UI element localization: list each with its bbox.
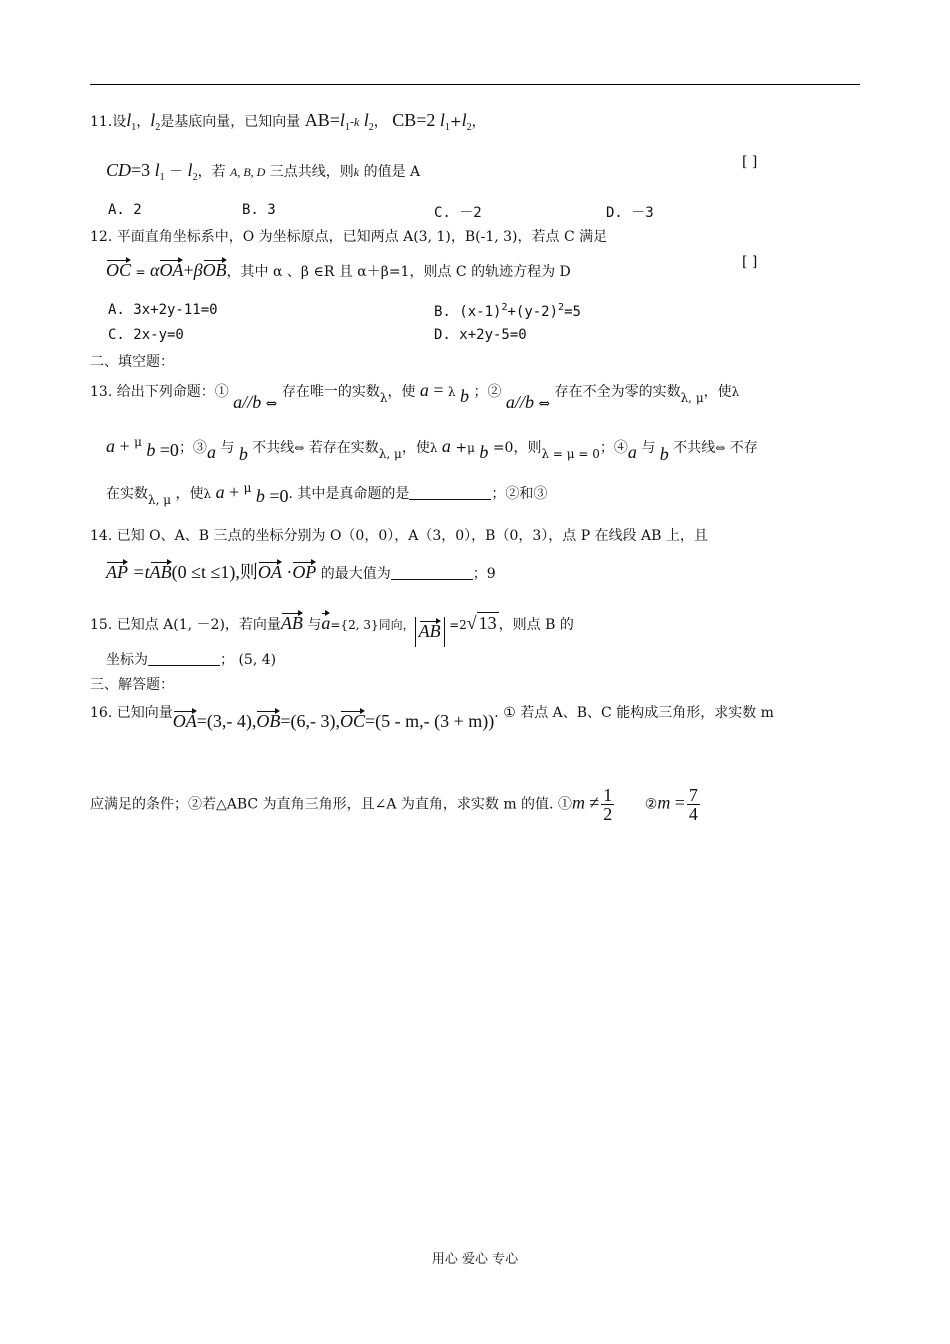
equals: =: [433, 380, 444, 400]
vec-ob: OB: [203, 256, 227, 280]
a-symbol: a: [627, 442, 637, 462]
equals-zero: =0: [159, 440, 179, 460]
q15-answer-blank[interactable]: [148, 651, 220, 666]
q12-condition-text: ，其中 α 、β ∈R 且 α＋β=1，则点 C 的轨迹方程为 D: [226, 264, 571, 280]
q12-option-b: [434, 302, 581, 320]
vec-a: a: [321, 609, 330, 633]
q12-option-b-part3: =5: [564, 304, 581, 320]
q16-line-2: [90, 786, 865, 823]
vec-ob: OB: [256, 707, 280, 731]
lambda-mu-symbols: λ, μ: [378, 447, 402, 461]
l2-symbol: l: [150, 110, 156, 130]
q16-text: . ① 若点 A、B、C 能构成三角形，求实数 m: [494, 705, 774, 721]
minus: －: [169, 164, 184, 180]
mu-symbol: μ: [467, 441, 475, 455]
q15-text: 15. 已知点 A(1, －2)，若向量: [90, 617, 281, 633]
q14-answer-blank[interactable]: [391, 565, 473, 580]
fraction-one-half: [601, 786, 614, 823]
q14-line-2: [106, 558, 865, 584]
vec-oc: OC: [106, 256, 131, 280]
not-equal: ≠: [589, 792, 600, 813]
ob-value: =(6,- 3),: [280, 711, 340, 731]
vec-op: OP: [292, 558, 316, 582]
header-rule: [90, 84, 860, 85]
a-symbol: a: [233, 392, 243, 412]
iff-symbol: ⇔: [265, 396, 278, 412]
equals-two: =2: [416, 110, 436, 130]
l2-symbol: l: [461, 110, 467, 130]
l1-subscript: 1: [131, 122, 137, 133]
q13-text: 不存: [729, 440, 758, 456]
q15-line-2: [106, 650, 865, 670]
magnitude-bars: [415, 617, 445, 647]
l1-subscript: 1: [444, 122, 450, 133]
yu-text: 与: [220, 440, 235, 456]
plus: +: [449, 114, 462, 130]
q13-text: ，使: [387, 384, 416, 400]
q12-option-a: A. 3x+2y-11=0: [108, 302, 218, 318]
parallel-symbol: //: [514, 392, 525, 412]
equals: =: [329, 110, 340, 130]
comma: ，: [136, 114, 151, 130]
l1-subscript: 1: [344, 122, 350, 133]
q12-answer-bracket: [ ]: [742, 254, 758, 270]
vec-ap: AP: [106, 558, 128, 582]
alpha-symbol: α: [149, 260, 160, 280]
q11-answer-bracket: [ ]: [742, 154, 758, 170]
q11-answer-text: 的值是 A: [363, 164, 421, 180]
vec-oc: OC: [340, 707, 365, 731]
iff-symbol: ⇔: [715, 441, 726, 455]
q13-start: 13. 给出下列命题：①: [90, 384, 229, 400]
q15-answer: ； (5, 4): [220, 652, 277, 668]
q14-line-1: 14. 已知 O、A、B 三点的坐标分别为 O（0，0），A（3，0），B（0，3），点 P 在线段 AB 上，且: [90, 528, 708, 544]
b-symbol: b: [479, 442, 489, 462]
l2-symbol: l: [363, 110, 369, 130]
q16-text: 应满足的条件；②若△ABC 为直角三角形，且∠A 为直角，求实数 m 的值. ①: [90, 796, 572, 813]
q13-text: 不共线: [673, 440, 716, 456]
equals-t: =t: [132, 562, 150, 582]
plus: +: [183, 260, 194, 280]
fraction-seven-quarters: [687, 786, 700, 823]
collinear-text: 三点共线，则: [269, 164, 354, 180]
b-symbol: b: [238, 444, 248, 464]
q13-text: . 其中是真命题的是: [288, 486, 410, 502]
q13-text: 不共线: [252, 440, 295, 456]
page-footer: 用心 爱心 专心: [431, 1252, 519, 1267]
k-symbol: k: [353, 165, 360, 179]
q11-option-c: C. －2: [434, 205, 482, 221]
b-symbol: b: [524, 392, 534, 412]
beta-symbol: β: [193, 260, 203, 280]
lambda-mu-zero: λ = μ = 0: [541, 447, 600, 461]
mu-symbol: μ: [134, 435, 142, 449]
lambda-symbol: λ: [731, 385, 740, 399]
l2-subscript: 2: [368, 122, 374, 133]
q11-option-b: B. 3: [242, 202, 276, 218]
vec-oa: OA: [258, 558, 282, 582]
plus: +: [455, 440, 468, 456]
section-fill-in-heading: 二、填空题：: [90, 354, 174, 370]
q16-line-1: [90, 703, 865, 731]
vec-ab: AB: [281, 609, 303, 633]
q13-answer: ；②和③: [491, 486, 548, 502]
l1-subscript: 1: [159, 172, 165, 183]
lambda-mu-symbols: λ, μ: [148, 493, 172, 507]
ruo-text: 若: [211, 164, 226, 180]
numerator: 1: [603, 785, 613, 805]
q12-option-d: D. x+2y-5=0: [434, 327, 527, 343]
k-symbol: k: [354, 115, 360, 129]
m-symbol: m: [571, 792, 585, 813]
q16-text: 16. 已知向量: [90, 705, 173, 721]
q13-text: 若存在实数: [308, 440, 379, 456]
vec-oa: OA: [159, 256, 183, 280]
q13-line-3: [106, 478, 865, 510]
equals: =: [135, 265, 146, 279]
q12-option-b-part1: B. (x-1): [434, 304, 502, 320]
b-symbol: b: [460, 386, 470, 406]
q13-text: ；③: [178, 440, 207, 456]
a-symbol: a: [215, 482, 225, 502]
lambda-mu-symbols: λ, μ: [680, 391, 704, 405]
l2-symbol: l: [187, 160, 193, 180]
l1-symbol: l: [126, 110, 132, 130]
a-symbol: a: [505, 392, 515, 412]
a-symbol: a: [106, 436, 115, 456]
q11-number: 11.设: [90, 114, 127, 130]
numerator: 7: [688, 785, 698, 805]
comma: ，: [373, 114, 388, 130]
a-symbol: a: [206, 442, 216, 462]
q14-condition: (0 ≤t ≤1),则: [171, 562, 258, 582]
equals-three: =3: [131, 160, 151, 180]
lambda-symbol: λ: [203, 487, 212, 501]
b-symbol: b: [146, 440, 156, 460]
q11-line-1: [90, 110, 865, 138]
iff-symbol: ⇔: [294, 441, 305, 455]
section-solve-heading: 三、解答题：: [90, 677, 174, 693]
q15-text: ，则点 B 的: [498, 617, 574, 633]
comma: ，: [471, 114, 486, 130]
q15-line-1: [90, 609, 865, 647]
ab-label: AB: [304, 110, 330, 130]
q12-option-c: C. 2x-y=0: [108, 327, 184, 343]
l2-subscript: 2: [155, 122, 161, 133]
mu-symbol: μ: [243, 481, 252, 495]
q13-answer-blank[interactable]: [409, 485, 491, 500]
q13-text: ，使: [175, 486, 204, 502]
q15-text: 坐标为: [106, 652, 148, 668]
plus: +: [119, 436, 130, 456]
q13-line-1: [90, 380, 865, 414]
q15-vector-value: ={2, 3}同向，: [330, 618, 415, 632]
vec-oa: OA: [173, 707, 197, 731]
plus: +: [229, 482, 240, 502]
q14-answer: ；9: [472, 566, 496, 582]
q13-text: 存在唯一的实数: [281, 384, 380, 400]
lambda-symbol: λ: [429, 441, 438, 455]
oc-value: =(5 - m,- (3 + m)): [365, 711, 495, 731]
l1-symbol: l: [439, 110, 445, 130]
equals: =: [674, 792, 685, 813]
vec-ab: AB: [419, 617, 441, 641]
q13-text: =0，则: [492, 440, 542, 456]
yu-text: 与: [307, 617, 322, 633]
b-symbol: b: [255, 486, 265, 506]
q14-text: 的最大值为: [320, 566, 391, 582]
a-symbol: a: [419, 380, 429, 400]
l1-symbol: l: [339, 110, 345, 130]
equals-two: =2: [449, 618, 467, 632]
superscript: 2: [501, 302, 508, 313]
q13-text: ，使: [703, 384, 732, 400]
dot-symbol: ·: [286, 562, 293, 582]
a-symbol: a: [441, 436, 451, 456]
oa-value: =(3,- 4),: [196, 711, 257, 731]
iff-symbol: ⇔: [538, 396, 551, 412]
cb-label: CB: [392, 110, 417, 130]
sqrt-symbol: √ 13: [466, 613, 497, 633]
l2-subscript: 2: [192, 172, 198, 183]
q13-line-2: [106, 432, 865, 464]
m-symbol: m: [657, 792, 671, 813]
q13-text: ，使: [401, 440, 430, 456]
q13-text: ；④: [599, 440, 628, 456]
b-symbol: b: [252, 392, 262, 412]
q12-option-b-part2: +(y-2): [507, 304, 559, 320]
yu-text: 与: [641, 440, 656, 456]
comma: ，: [197, 164, 212, 180]
basis-text: 是基底向量，已知向量: [160, 114, 301, 130]
q11-option-a: A. 2: [108, 202, 142, 218]
circle-two: ②: [644, 796, 658, 813]
parallel-symbol: //: [242, 392, 253, 412]
b-symbol: b: [659, 444, 669, 464]
radicand: 13: [478, 613, 497, 633]
q13-text: 存在不全为零的实数: [554, 384, 681, 400]
q13-text: ；②: [473, 384, 502, 400]
q11-option-d: D. －3: [606, 205, 654, 221]
q12-line-1: 12. 平面直角坐标系中，O 为坐标原点，已知两点 A(3, 1)，B(-1, 3)，若点 C 满足: [90, 229, 608, 245]
denominator: 4: [688, 804, 698, 824]
equals-zero: =0: [269, 486, 289, 506]
abd-points: A, B, D: [230, 165, 266, 179]
l1-symbol: l: [154, 160, 160, 180]
q13-text: 在实数: [106, 486, 148, 502]
cd-label: CD: [106, 160, 132, 180]
l2-subscript: 2: [466, 122, 472, 133]
minus: -: [349, 115, 354, 129]
lambda-symbol: λ: [447, 385, 456, 399]
vec-ab: AB: [150, 558, 172, 582]
lambda-symbol: λ: [379, 391, 388, 405]
denominator: 2: [603, 804, 613, 824]
superscript: 2: [558, 302, 565, 313]
